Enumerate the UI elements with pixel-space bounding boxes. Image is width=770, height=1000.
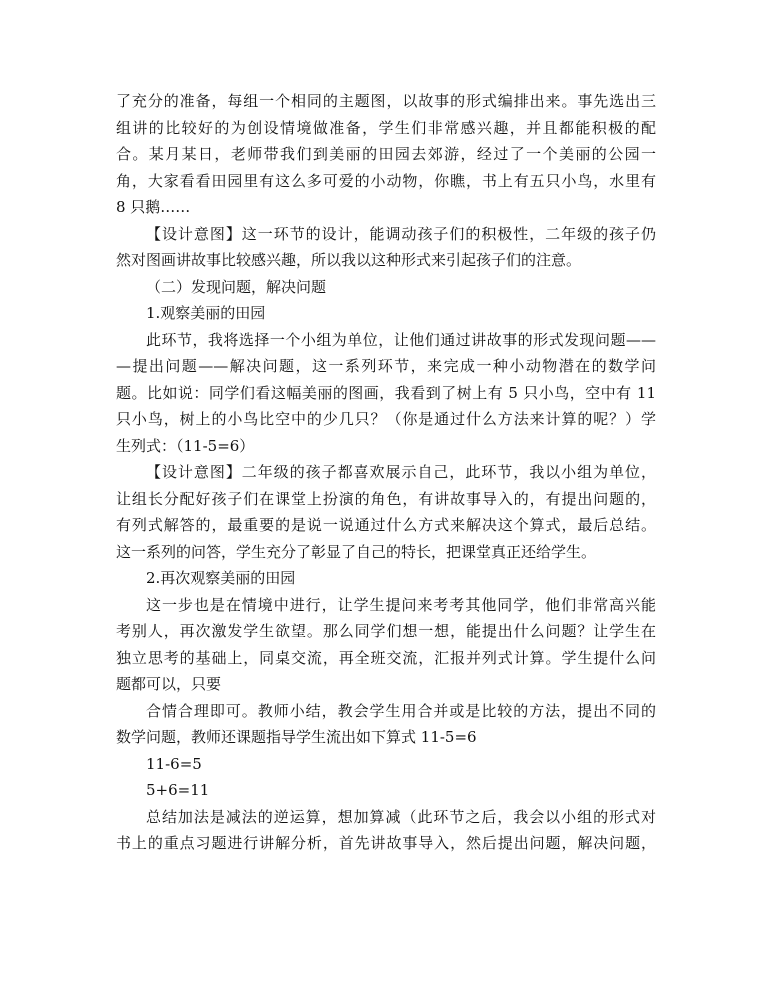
text-line: 合。某月某日，老师带我们到美丽的田园去郊游，经过了一个美丽的公园一 xyxy=(116,145,656,163)
text-line: 书上的重点习题进行讲解分析，首先讲故事导入，然后提出问题，解决问题， xyxy=(116,834,656,852)
subsection-heading xyxy=(116,565,656,592)
text-line: —提出问题——解决问题，这一系列环节，来完成一种小动物潜在的数学问 xyxy=(116,357,656,375)
text-line: 组讲的比较好的为创设情境做准备，学生们非常感兴趣，并且都能积极的配 xyxy=(116,118,656,137)
paragraph xyxy=(116,459,656,565)
text-line: 总结加法是减法的逆运算，想加算减（此环节之后，我会以小组的形式对 xyxy=(146,807,656,826)
text-line: 【设计意图】这一环节的设计，能调动孩子们的积极性，二年级的孩子仍 xyxy=(146,224,656,243)
section-heading xyxy=(116,274,656,301)
text-line: 然对图画讲故事比较感兴趣，所以我以这种形式来引起孩子们的注意。 xyxy=(116,251,582,269)
text-line: 【设计意图】二年级的孩子都喜欢展示自己，此环节，我以小组为单位， xyxy=(146,463,656,481)
text-line: 题都可以，只要 xyxy=(116,675,222,693)
text-line: 独立思考的基础上，同桌交流，再全班交流，汇报并列式计算。学生提什么问 xyxy=(116,648,656,667)
text-line: 了充分的准备，每组一个相同的主题图，以故事的形式编排出来。事先选出三 xyxy=(116,92,656,110)
paragraph xyxy=(116,88,656,221)
text-line: 这一步也是在情境中进行，让学生提问来考考其他同学，他们非常高兴能 xyxy=(146,595,656,614)
text-line: 11-6=5 xyxy=(146,754,202,773)
text-line: 让组长分配好孩子们在课堂上扮演的角色，有讲故事导入的，有提出问题的， xyxy=(116,489,656,508)
text-line: 这一系列的问答，学生充分了彰显了自己的特长，把课堂真正还给学生。 xyxy=(116,542,597,561)
text-line: 有列式解答的，最重要的是说一说通过什么方式来解决这个算式，最后总结。 xyxy=(116,516,656,534)
subsection-heading xyxy=(116,300,656,327)
text-line: 8 只鹅…… xyxy=(116,198,191,216)
equation-line xyxy=(116,777,656,804)
text-line: 角，大家看看田园里有这么多可爱的小动物，你瞧，书上有五只小鸟，水里有 xyxy=(116,171,656,190)
text-line: 题。比如说：同学们看这幅美丽的图画，我看到了树上有 5 只小鸟，空中有 11 xyxy=(116,383,656,402)
text-line: 2.再次观察美丽的田园 xyxy=(146,569,296,587)
equation-line xyxy=(116,751,656,778)
text-line: 此环节，我将选择一个小组为单位，让他们通过讲故事的形式发现问题—— xyxy=(146,330,656,349)
text-line: 合情合理即可。教师小结，教会学生用合并或是比较的方法，提出不同的 xyxy=(146,701,656,720)
text-line: 生列式：（11-5=6） xyxy=(116,436,255,455)
text-line: （二）发现问题，解决问题 xyxy=(146,277,327,296)
text-line: 只小鸟，树上的小鸟比空中的少几只？（你是通过什么方法来计算的呢？）学 xyxy=(116,410,656,428)
paragraph xyxy=(116,221,656,274)
paragraph xyxy=(116,327,656,460)
text-line: 数学问题，教师还课题指导学生流出如下算式 11-5=6 xyxy=(116,728,477,746)
paragraph xyxy=(116,804,656,857)
text-line: 1.观察美丽的田园 xyxy=(146,304,266,322)
document-page xyxy=(116,88,656,857)
paragraph xyxy=(116,698,656,751)
text-line: 5+6=11 xyxy=(146,781,210,799)
text-line: 考别人，再次激发学生欲望。那么同学们想一想，能提出什么问题？让学生在 xyxy=(116,622,656,640)
paragraph xyxy=(116,592,656,698)
